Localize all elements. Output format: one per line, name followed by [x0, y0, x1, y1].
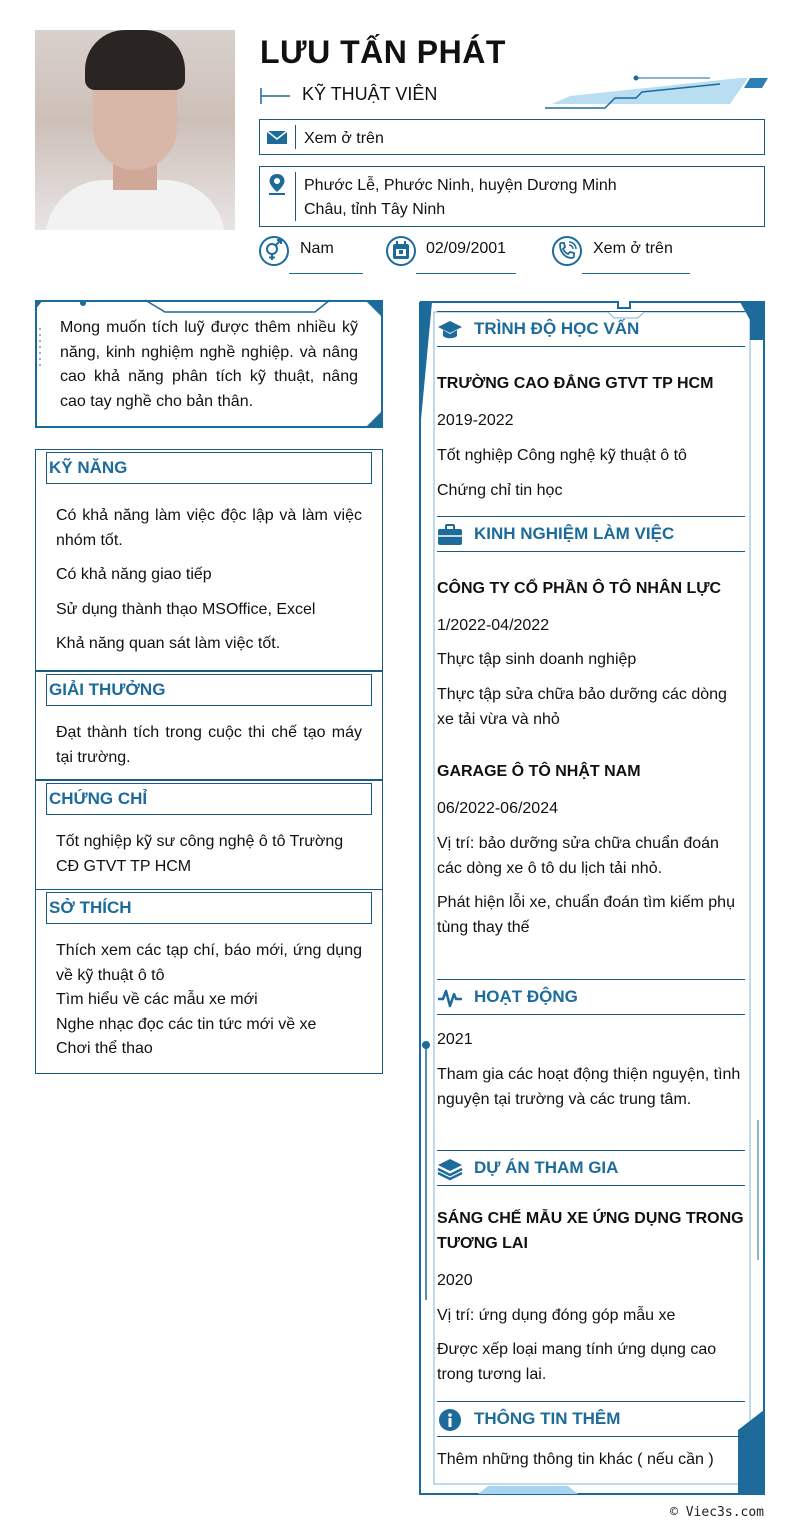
company-name: CÔNG TY CỔ PHẦN Ô TÔ NHÂN LỰC [437, 580, 722, 597]
briefcase-icon [437, 523, 463, 547]
certificate-item: Tốt nghiệp kỹ sư công nghệ ô tô Trường CĐ GTVT TP HCM [56, 833, 344, 875]
project-line: Được xếp loại mang tính ứng dụng cao trong tương lai. [437, 1341, 717, 1383]
gender-icon [259, 236, 289, 266]
education-line: Chứng chỉ tin học [437, 482, 563, 499]
address-value: Phước Lễ, Phước Ninh, huyện Dương Minh Châu, tỉnh Tây Ninh [304, 177, 617, 218]
project-line: Vị trí: ứng dụng đóng góp mẫu xe [437, 1307, 676, 1324]
award-item: Đạt thành tích trong cuộc thi chế tạo máy tại trường. [56, 724, 362, 766]
skills-section [35, 449, 383, 671]
envelope-icon [266, 126, 288, 148]
job-line: Vị trí: bảo dưỡng sửa chữa chuẩn đoán các dòng xe ô tô du lịch tải nhỏ. [437, 835, 719, 877]
experience-header [437, 516, 745, 552]
certificates-list [56, 830, 362, 889]
profile-photo [35, 30, 235, 230]
pulse-icon [437, 986, 463, 1010]
hobby-item: Thích xem các tạp chí, báo mới, ứng dụng về kỹ thuật ô tô [56, 942, 362, 984]
address-box [259, 166, 765, 227]
calendar-icon [386, 236, 416, 266]
activities-header [437, 979, 745, 1015]
title-line-decoration [260, 86, 290, 106]
phone-icon [552, 236, 582, 266]
email-value: Xem ở trên [304, 130, 384, 147]
hobby-item: Tìm hiểu về các mẫu xe mới [56, 991, 258, 1008]
activity-year: 2021 [437, 1031, 473, 1048]
birthday-value: 02/09/2001 [426, 240, 507, 257]
phone-underline [582, 273, 690, 274]
activity-text: Tham gia các hoạt động thiện nguyện, tình nguyện tại trường và các trung tâm. [437, 1066, 741, 1108]
experience-title: KINH NGHIỆM LÀM VIỆC [474, 524, 675, 543]
job-line: Thực tập sinh doanh nghiệp [437, 651, 637, 668]
job-line: Phát hiện lỗi xe, chuẩn đoán tìm kiếm phụ tùng thay thế [437, 894, 735, 936]
certificates-section [35, 780, 383, 890]
additional-text: Thêm những thông tin khác ( nếu cần ) [437, 1451, 714, 1468]
education-title: TRÌNH ĐỘ HỌC VẤN [474, 319, 640, 338]
hobbies-list [56, 939, 362, 1062]
email-box [259, 119, 765, 155]
certificates-title: CHỨNG CHỈ [46, 783, 372, 815]
projects-title: DỰ ÁN THAM GIA [474, 1158, 619, 1177]
header-decoration [540, 74, 770, 112]
additional-title: THÔNG TIN THÊM [474, 1409, 621, 1428]
project-name: SÁNG CHẾ MẪU XE ỨNG DỤNG TRONG TƯƠNG LAI [437, 1210, 744, 1252]
hobby-item: Chơi thể thao [56, 1040, 153, 1057]
education-period: 2019-2022 [437, 412, 514, 429]
education-line: Tốt nghiệp Công nghệ kỹ thuật ô tô [437, 447, 687, 464]
skill-item: Có khả năng giao tiếp [56, 566, 212, 583]
additional-header [437, 1401, 745, 1437]
awards-list [56, 721, 362, 780]
school-name: TRƯỜNG CAO ĐẲNG GTVT TP HCM [437, 375, 714, 392]
job-period: 06/2022-06/2024 [437, 800, 558, 817]
job-period: 1/2022-04/2022 [437, 617, 550, 634]
summary-text: Mong muốn tích luỹ được thêm nhiều kỹ năng, kinh nghiệm nghề nghiệp. và nâng cao khả năng phân tích kỹ thuật, nâng cao tay nghề cho bản thân. [60, 319, 358, 410]
copyright-footer: © Viec3s.com [670, 1505, 764, 1520]
projects-header [437, 1150, 745, 1186]
phone-value: Xem ở trên [593, 240, 673, 257]
candidate-name: LƯU TẤN PHÁT [260, 34, 506, 70]
skill-item: Khả năng quan sát làm việc tốt. [56, 635, 281, 652]
layers-icon [437, 1157, 463, 1181]
location-pin-icon [266, 173, 288, 195]
hobbies-section [35, 889, 383, 1074]
project-year: 2020 [437, 1272, 473, 1289]
awards-section [35, 671, 383, 780]
skills-list [56, 504, 362, 667]
awards-title: GIẢI THƯỞNG [46, 674, 372, 706]
birthday-underline [416, 273, 516, 274]
hobby-item: Nghe nhạc đọc các tin tức mới về xe [56, 1015, 317, 1033]
education-header [437, 311, 745, 347]
graduation-cap-icon [437, 318, 463, 342]
hobbies-title: SỞ THÍCH [46, 892, 372, 924]
job-line: Thực tập sửa chữa bảo dưỡng các dòng xe tải vừa và nhỏ [437, 686, 727, 728]
activities-title: HOẠT ĐỘNG [474, 987, 578, 1006]
info-icon [437, 1408, 463, 1432]
gender-value: Nam [300, 240, 334, 257]
skill-item: Sử dụng thành thạo MSOffice, Excel [56, 600, 316, 618]
skill-item: Có khả năng làm việc độc lập và làm việc nhóm tốt. [56, 507, 362, 549]
gender-underline [289, 273, 363, 274]
skills-title: KỸ NĂNG [46, 452, 372, 484]
company-name: GARAGE Ô TÔ NHẬT NAM [437, 763, 641, 780]
job-title: KỸ THUẬT VIÊN [302, 84, 438, 104]
